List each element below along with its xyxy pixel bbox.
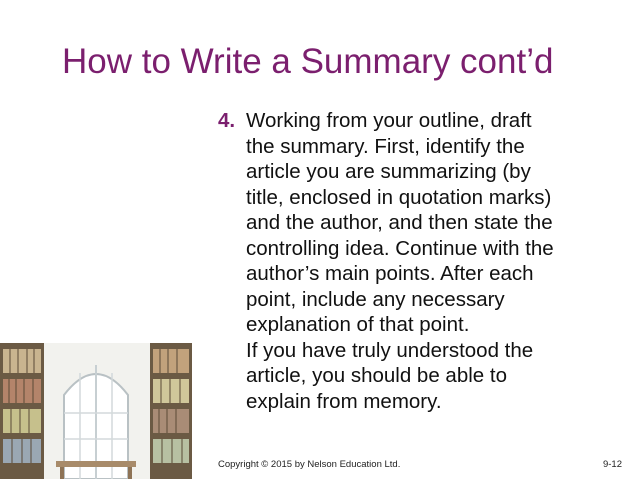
bullet-point-4: [218, 108, 628, 414]
library-photo: [0, 343, 192, 479]
slide-number: 9-12: [602, 459, 622, 470]
paragraph-line: explain from memory.: [246, 389, 442, 413]
paragraph-line: author’s main points. After each: [246, 262, 534, 285]
copyright-notice: Copyright © 2015 by Nelson Education Ltd.: [218, 459, 401, 470]
paragraph-line: article, you should be able to: [246, 364, 507, 387]
paragraph-line: title, enclosed in quotation marks): [246, 185, 552, 209]
paragraph-line: and the author, and then state the: [246, 211, 553, 234]
point-number: 4.: [218, 109, 236, 132]
paragraph-line: the summary. First, identify the: [246, 134, 525, 158]
second-paragraph: [246, 338, 628, 415]
paragraph-line: If you have truly understood the: [246, 338, 534, 362]
paragraph-line: controlling idea. Continue with the: [246, 236, 554, 260]
point-paragraph: [246, 108, 628, 414]
paragraph-line: explanation of that point.: [246, 313, 470, 336]
paragraph-line: article you are summarizing (by: [246, 160, 531, 183]
slide-title: How to Write a Summary cont’d: [62, 42, 554, 81]
paragraph-line: point, include any necessary: [246, 287, 505, 311]
paragraph-line: Working from your outline, draft: [246, 109, 532, 132]
